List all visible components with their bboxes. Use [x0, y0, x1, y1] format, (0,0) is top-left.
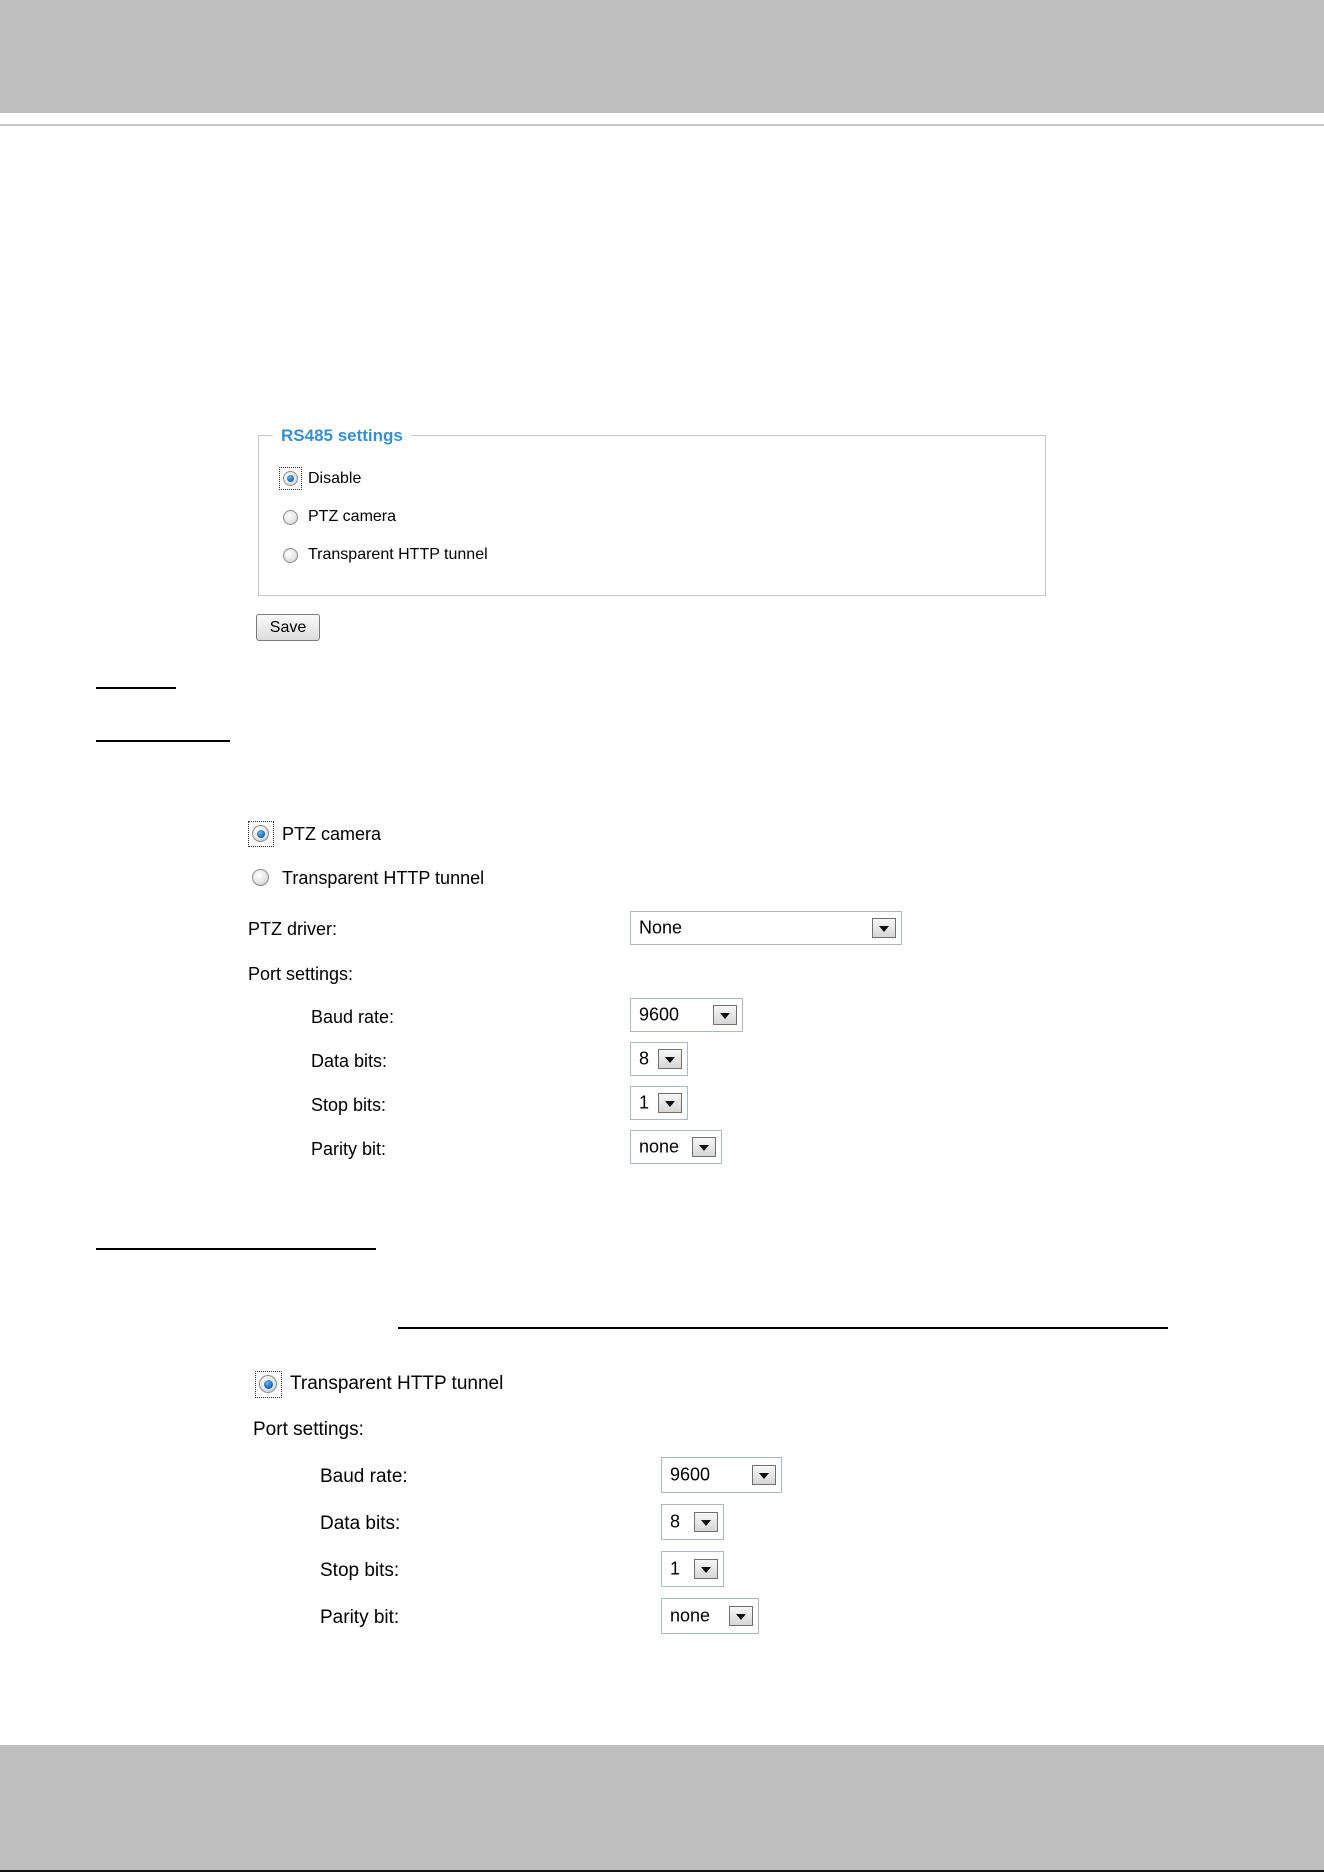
- radio-selected-dot: [287, 475, 294, 482]
- header-divider: [0, 124, 1324, 126]
- save-button[interactable]: Save: [256, 614, 320, 641]
- baud-rate-label: Baud rate:: [311, 1007, 395, 1027]
- data-bits-select[interactable]: [630, 1042, 688, 1076]
- baud-rate-label: Baud rate:: [320, 1466, 408, 1487]
- radio-label-transparent-http-tunnel: Transparent HTTP tunnel: [308, 546, 488, 563]
- baud-rate-value: 9600: [670, 1464, 711, 1485]
- parity-bit-value: none: [670, 1605, 711, 1626]
- parity-bit-select[interactable]: [630, 1130, 722, 1164]
- radio-label-transparent-http-tunnel: Transparent HTTP tunnel: [290, 1373, 504, 1394]
- radio-disable[interactable]: [283, 471, 298, 486]
- stop-bits-label: Stop bits:: [311, 1095, 387, 1115]
- stop-bits-value: 1: [670, 1558, 681, 1579]
- chevron-down-icon[interactable]: [658, 1093, 682, 1113]
- data-bits-value: 8: [670, 1511, 681, 1532]
- ptz-driver-label: PTZ driver:: [248, 919, 338, 939]
- chevron-down-icon[interactable]: [752, 1465, 776, 1485]
- radio-ptz-camera[interactable]: [283, 510, 298, 525]
- stop-bits-label: Stop bits:: [320, 1560, 400, 1581]
- radio-selected-dot: [257, 830, 265, 838]
- data-bits-label: Data bits:: [311, 1051, 388, 1071]
- radio-label-ptz-camera: PTZ camera: [308, 508, 397, 525]
- chevron-down-icon[interactable]: [694, 1559, 718, 1579]
- chevron-down-icon[interactable]: [692, 1137, 716, 1157]
- baud-rate-select[interactable]: [661, 1457, 782, 1493]
- rs485-settings-legend: RS485 settings: [273, 425, 411, 447]
- baud-rate-value: 9600: [639, 1004, 680, 1025]
- stop-bits-select[interactable]: [661, 1551, 724, 1587]
- ptz-driver-value: None: [639, 917, 683, 938]
- chevron-down-icon[interactable]: [729, 1606, 753, 1626]
- chevron-down-icon[interactable]: [694, 1512, 718, 1532]
- radio-label-disable: Disable: [308, 470, 362, 487]
- parity-bit-select[interactable]: [661, 1598, 759, 1634]
- port-settings-label: Port settings:: [248, 964, 354, 984]
- data-bits-select[interactable]: [661, 1504, 724, 1540]
- stop-bits-value: 1: [639, 1092, 650, 1113]
- parity-bit-label: Parity bit:: [311, 1139, 387, 1159]
- text-underline: [398, 1327, 1168, 1329]
- radio-label-transparent-http-tunnel: Transparent HTTP tunnel: [282, 868, 485, 888]
- heading-underline: [96, 687, 176, 689]
- chevron-down-icon[interactable]: [658, 1049, 682, 1069]
- heading-underline: [96, 1248, 376, 1250]
- baud-rate-select[interactable]: [630, 998, 743, 1032]
- chevron-down-icon[interactable]: [872, 918, 896, 938]
- radio-transparent-http-tunnel[interactable]: [252, 869, 269, 886]
- data-bits-label: Data bits:: [320, 1513, 401, 1534]
- data-bits-value: 8: [639, 1048, 650, 1069]
- stop-bits-select[interactable]: [630, 1086, 688, 1120]
- radio-ptz-camera[interactable]: [252, 825, 269, 842]
- radio-label-ptz-camera: PTZ camera: [282, 824, 382, 844]
- radio-transparent-http-tunnel[interactable]: [259, 1375, 277, 1393]
- heading-underline: [96, 740, 230, 742]
- parity-bit-value: none: [639, 1136, 680, 1157]
- page-header-band: [0, 0, 1324, 113]
- radio-selected-dot: [264, 1380, 273, 1389]
- chevron-down-icon[interactable]: [713, 1005, 737, 1025]
- parity-bit-label: Parity bit:: [320, 1607, 400, 1628]
- ptz-driver-select[interactable]: [630, 911, 902, 945]
- port-settings-label: Port settings:: [253, 1419, 364, 1440]
- page-footer-band: [0, 1745, 1324, 1872]
- radio-transparent-http-tunnel[interactable]: [283, 548, 298, 563]
